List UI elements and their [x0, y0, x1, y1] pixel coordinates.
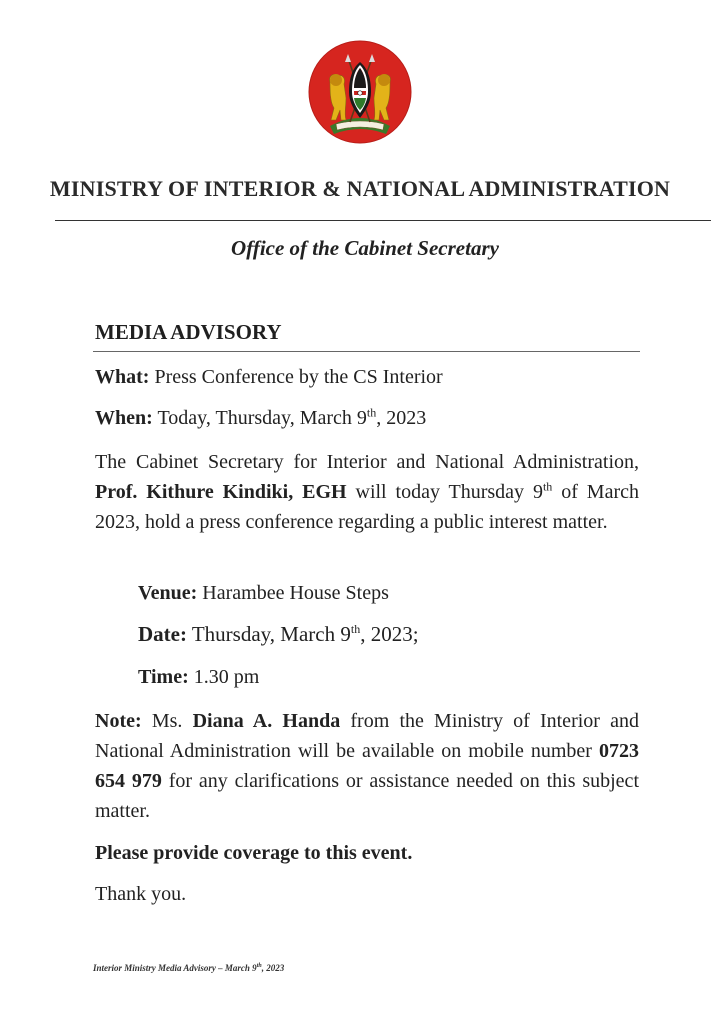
note-paragraph: Note: Ms. Diana A. Handa from the Ministry of Interior and National Administration will be available on mobile number 0723 654 979 for any clarifications or assistance needed on this subject matter.: [95, 710, 639, 822]
footer-note: Interior Ministry Media Advisory – March 9th, 2023: [93, 963, 285, 973]
contact-name: Diana A. Handa: [192, 710, 341, 732]
time-line: [138, 666, 259, 689]
contact-phone: 0723 654 979: [95, 740, 639, 792]
venue-line: [138, 582, 389, 605]
date-line: [138, 622, 419, 647]
cs-name: Prof. Kithure Kindiki, EGH: [95, 481, 347, 503]
time-label: Time:: [138, 666, 189, 688]
office-subtitle: Office of the Cabinet Secretary: [231, 236, 499, 260]
what-value: Press Conference by the CS Interior: [154, 366, 443, 388]
ministry-title: MINISTRY OF INTERIOR & NATIONAL ADMINISTRATION: [49, 176, 671, 201]
note-label: Note:: [95, 710, 142, 732]
venue-label: Venue:: [138, 582, 198, 604]
what-line: [95, 366, 443, 389]
kenya-coat-of-arms-icon: [308, 40, 412, 144]
venue-value: Harambee House Steps: [202, 582, 389, 604]
coverage-request: Please provide coverage to this event.: [95, 842, 413, 864]
thank-you: Thank you.: [95, 883, 187, 905]
when-value: Today, Thursday, March 9th, 2023: [157, 405, 427, 429]
when-label: When:: [95, 407, 153, 429]
heading-divider: [93, 351, 640, 352]
when-line: [95, 407, 426, 430]
time-value: 1.30 pm: [193, 666, 260, 688]
date-label: Date:: [138, 622, 187, 646]
media-advisory-heading: MEDIA ADVISORY: [95, 320, 282, 344]
what-label: What:: [95, 366, 150, 388]
body-paragraph: The Cabinet Secretary for Interior and National Administration, Prof. Kithure Kindiki, EGH will today Thursday 9th of March 2023, hold a press conference regarding a public interest matter.: [95, 451, 639, 533]
date-value: Thursday, March 9th, 2023;: [191, 622, 419, 646]
header-divider: [55, 220, 711, 221]
